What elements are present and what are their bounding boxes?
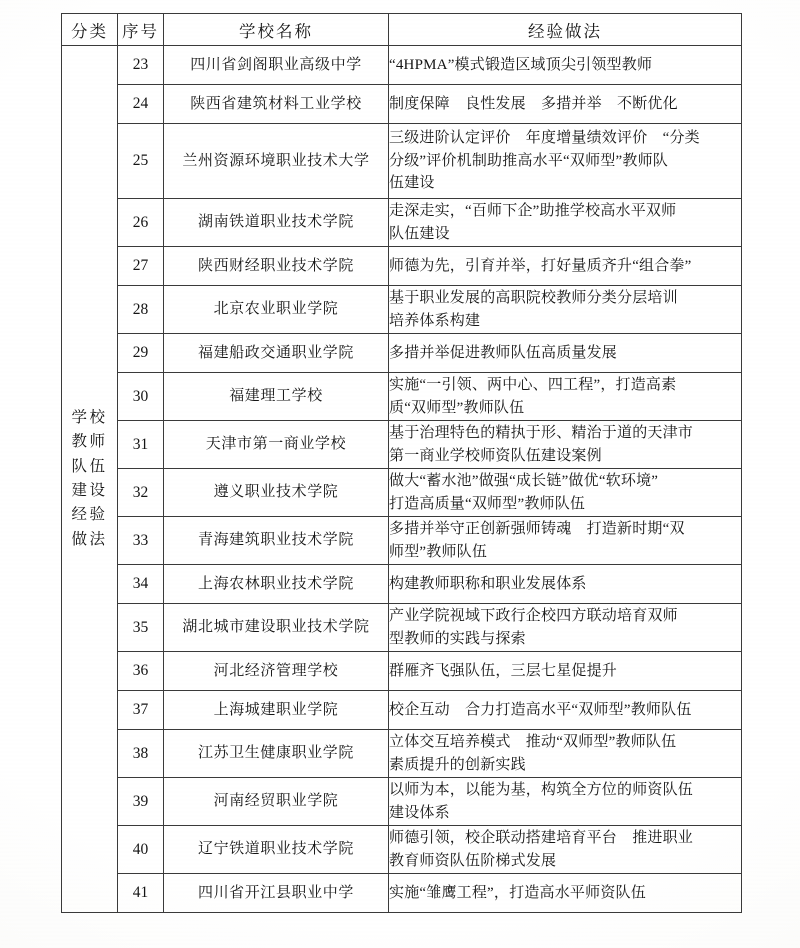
table-body bbox=[62, 46, 742, 913]
category-label-line: 经验 bbox=[71, 506, 108, 524]
row-index-cell: 31 bbox=[118, 421, 164, 469]
experience-line: 建设体系 bbox=[389, 804, 450, 821]
experience-line: “4HPMA”模式锻造区域顶尖引领型教师 bbox=[389, 56, 653, 73]
category-label-line: 队伍 bbox=[71, 457, 108, 475]
row-index-cell: 23 bbox=[118, 46, 164, 85]
row-index-cell: 38 bbox=[118, 730, 164, 778]
row-index-cell: 30 bbox=[118, 373, 164, 421]
table-row bbox=[62, 730, 742, 778]
experience-line: 以师为本，以能为基，构筑全方位的师资队伍 bbox=[389, 781, 694, 798]
school-name-cell: 福建理工学校 bbox=[164, 373, 389, 421]
school-name-cell: 天津市第一商业学校 bbox=[164, 421, 389, 469]
experience-cell bbox=[389, 286, 742, 334]
school-name-cell: 河北经济管理学校 bbox=[164, 652, 389, 691]
school-name-cell: 陕西财经职业技术学院 bbox=[164, 247, 389, 286]
table-row bbox=[62, 124, 742, 199]
row-index-cell: 37 bbox=[118, 691, 164, 730]
table-row bbox=[62, 565, 742, 604]
experience-line: 基于职业发展的高职院校教师分类分层培训 bbox=[389, 289, 678, 306]
experience-line: 师德引领，校企联动搭建培育平台 推进职业 bbox=[389, 829, 694, 846]
school-name-cell: 福建船政交通职业学院 bbox=[164, 334, 389, 373]
experience-cell bbox=[389, 199, 742, 247]
experience-line: 构建教师职称和职业发展体系 bbox=[389, 575, 587, 592]
table-row bbox=[62, 46, 742, 85]
table-row bbox=[62, 826, 742, 874]
experience-cell bbox=[389, 874, 742, 913]
experience-line: 打造高质量“双师型”教师队伍 bbox=[389, 495, 586, 512]
experience-line: 伍建设 bbox=[389, 175, 435, 192]
school-name-cell: 江苏卫生健康职业学院 bbox=[164, 730, 389, 778]
row-index-cell: 28 bbox=[118, 286, 164, 334]
column-header-index: 序号 bbox=[118, 14, 164, 46]
document-table-container bbox=[61, 13, 741, 939]
experience-line: 三级进阶认定评价 年度增量绩效评价 “分类 bbox=[389, 129, 700, 146]
experience-cell bbox=[389, 334, 742, 373]
row-index-cell: 40 bbox=[118, 826, 164, 874]
row-index-cell: 36 bbox=[118, 652, 164, 691]
school-name-cell: 湖南铁道职业技术学院 bbox=[164, 199, 389, 247]
experience-line: 师德为先，引育并举，打好量质齐升“组合拳” bbox=[389, 257, 692, 274]
experience-line: 走深走实，“百师下企”助推学校高水平双师 bbox=[389, 202, 677, 219]
category-label-line: 建设 bbox=[71, 482, 108, 499]
experience-line: 产业学院视域下政行企校四方联动培育双师 bbox=[389, 607, 678, 624]
table-row bbox=[62, 691, 742, 730]
experience-line: 质“双师型”教师队伍 bbox=[389, 399, 525, 416]
table-row bbox=[62, 286, 742, 334]
table-row bbox=[62, 334, 742, 373]
experience-line: 分级”评价机制助推高水平“双师型”教师队 bbox=[389, 152, 668, 169]
row-index-cell: 39 bbox=[118, 778, 164, 826]
experience-cell bbox=[389, 565, 742, 604]
school-name-cell: 上海城建职业学院 bbox=[164, 691, 389, 730]
school-name-cell: 湖北城市建设职业技术学院 bbox=[164, 604, 389, 652]
experience-cell bbox=[389, 373, 742, 421]
experience-line: 实施“一引领、两中心、四工程”，打造高素 bbox=[389, 376, 677, 393]
experience-cell bbox=[389, 691, 742, 730]
row-index-cell: 25 bbox=[118, 124, 164, 199]
row-index-cell: 29 bbox=[118, 334, 164, 373]
experience-line: 培养体系构建 bbox=[389, 312, 481, 329]
experience-cell bbox=[389, 517, 742, 565]
experience-cell bbox=[389, 826, 742, 874]
experience-line: 实施“雏鹰工程”，打造高水平师资队伍 bbox=[389, 884, 646, 901]
table-header-row bbox=[62, 14, 742, 46]
experience-cell bbox=[389, 469, 742, 517]
column-header-experience: 经验做法 bbox=[389, 14, 742, 46]
experience-cell bbox=[389, 421, 742, 469]
school-name-cell: 青海建筑职业技术学院 bbox=[164, 517, 389, 565]
experience-line: 群雁齐飞强队伍，三层七星促提升 bbox=[389, 662, 618, 679]
column-header-school-name: 学校名称 bbox=[164, 14, 389, 46]
experience-cell bbox=[389, 85, 742, 124]
table-row bbox=[62, 421, 742, 469]
category-cell bbox=[62, 46, 118, 913]
school-name-cell: 遵义职业技术学院 bbox=[164, 469, 389, 517]
experience-cell bbox=[389, 604, 742, 652]
table-row bbox=[62, 247, 742, 286]
table-row bbox=[62, 604, 742, 652]
row-index-cell: 35 bbox=[118, 604, 164, 652]
school-name-cell: 四川省剑阁职业高级中学 bbox=[164, 46, 389, 85]
row-index-cell: 27 bbox=[118, 247, 164, 286]
experience-line: 素质提升的创新实践 bbox=[389, 756, 526, 773]
table-row bbox=[62, 469, 742, 517]
experience-line: 立体交互培养模式 推动“双师型”教师队伍 bbox=[389, 733, 677, 750]
row-index-cell: 33 bbox=[118, 517, 164, 565]
category-label-line: 教师 bbox=[71, 433, 108, 451]
experience-line: 型教师的实践与探索 bbox=[389, 630, 526, 647]
school-name-cell: 北京农业职业学院 bbox=[164, 286, 389, 334]
row-index-cell: 41 bbox=[118, 874, 164, 913]
experience-line: 基于治理特色的精执于形、精治于道的天津市 bbox=[389, 424, 694, 441]
table-row bbox=[62, 652, 742, 691]
school-name-cell: 上海农林职业技术学院 bbox=[164, 565, 389, 604]
experience-cell bbox=[389, 778, 742, 826]
experience-cell bbox=[389, 247, 742, 286]
row-index-cell: 34 bbox=[118, 565, 164, 604]
table-row bbox=[62, 778, 742, 826]
experience-cell bbox=[389, 652, 742, 691]
experience-cell bbox=[389, 730, 742, 778]
experience-practices-table bbox=[61, 13, 742, 913]
experience-line: 多措并举守正创新强师铸魂 打造新时期“双 bbox=[389, 520, 685, 537]
experience-line: 做大“蓄水池”做强“成长链”做优“软环境” bbox=[389, 472, 659, 489]
experience-line: 师型”教师队伍 bbox=[389, 543, 488, 560]
experience-cell bbox=[389, 124, 742, 199]
row-index-cell: 32 bbox=[118, 469, 164, 517]
experience-cell bbox=[389, 46, 742, 85]
experience-line: 第一商业学校师资队伍建设案例 bbox=[389, 447, 602, 464]
table-row bbox=[62, 373, 742, 421]
school-name-cell: 四川省开江县职业中学 bbox=[164, 874, 389, 913]
school-name-cell: 兰州资源环境职业技术大学 bbox=[164, 124, 389, 199]
experience-line: 多措并举促进教师队伍高质量发展 bbox=[389, 344, 618, 361]
category-label-line: 做法 bbox=[71, 530, 108, 548]
table-row bbox=[62, 85, 742, 124]
table-row bbox=[62, 199, 742, 247]
school-name-cell: 河南经贸职业学院 bbox=[164, 778, 389, 826]
row-index-cell: 26 bbox=[118, 199, 164, 247]
table-row bbox=[62, 874, 742, 913]
category-label-line: 学校 bbox=[71, 408, 108, 426]
experience-line: 教育师资队伍阶梯式发展 bbox=[389, 852, 557, 869]
school-name-cell: 陕西省建筑材料工业学校 bbox=[164, 85, 389, 124]
row-index-cell: 24 bbox=[118, 85, 164, 124]
experience-line: 制度保障 良性发展 多措并举 不断优化 bbox=[389, 95, 678, 112]
column-header-category: 分类 bbox=[62, 14, 118, 46]
table-row bbox=[62, 517, 742, 565]
experience-line: 队伍建设 bbox=[389, 225, 450, 242]
school-name-cell: 辽宁铁道职业技术学院 bbox=[164, 826, 389, 874]
experience-line: 校企互动 合力打造高水平“双师型”教师队伍 bbox=[389, 701, 692, 718]
